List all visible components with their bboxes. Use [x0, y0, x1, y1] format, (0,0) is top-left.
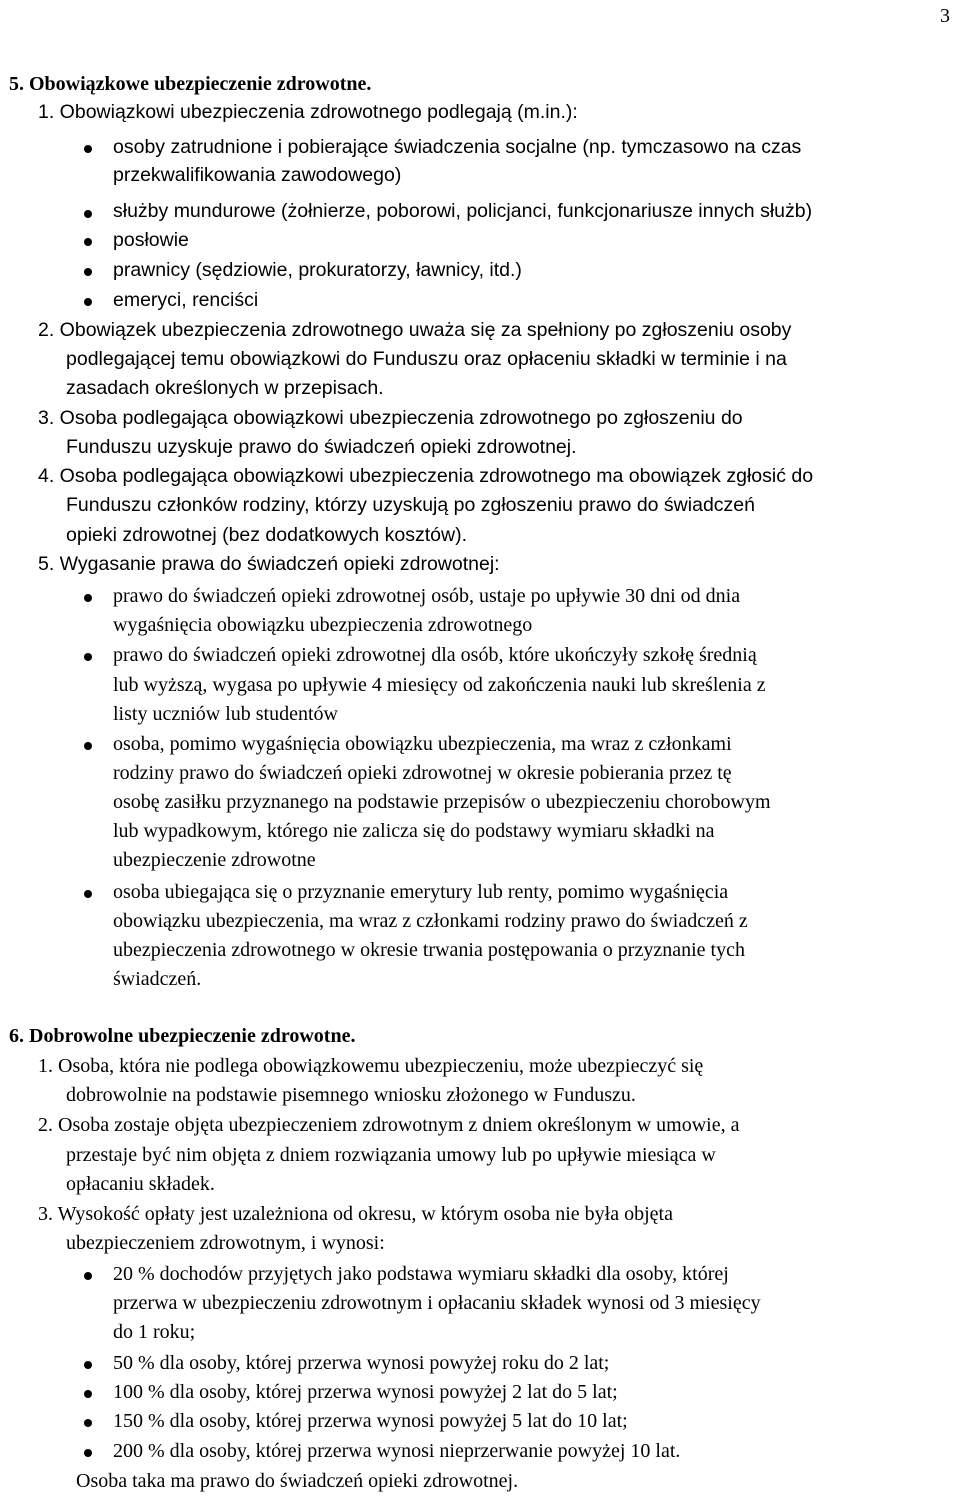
s6-closing: Osoba taka ma prawo do świadczeń opieki zdrowotnej.: [76, 1470, 519, 1492]
s5-bullet-3: posłowie: [113, 229, 189, 251]
s5-expiry-3-line-4: lub wypadkowym, którego nie zalicza się do podstawy wymiaru składki na: [113, 820, 715, 842]
s5-point-2-line-3: zasadach określonych w przepisach.: [66, 377, 384, 399]
s5-bullet-1-line-2: przekwalifikowania zawodowego): [113, 164, 402, 186]
s6-point-1-line-1: 1. Osoba, która nie podlega obowiązkowemu ubezpieczeniu, może ubezpieczyć się: [38, 1055, 704, 1077]
s5-expiry-3-line-2: rodziny prawo do świadczeń opieki zdrowotnej w okresie pobierania przez tę: [113, 762, 732, 784]
bullet-icon: [84, 210, 92, 218]
s5-expiry-2-line-3: listy uczniów lub studentów: [113, 703, 338, 725]
section-5-heading: 5. Obowiązkowe ubezpieczenie zdrowotne.: [9, 73, 372, 95]
bullet-icon: [84, 1419, 92, 1427]
s5-expiry-3-line-5: ubezpieczenie zdrowotne: [113, 849, 316, 871]
s5-point-4-line-2: Funduszu członków rodziny, którzy uzyskują po zgłoszeniu prawo do świadczeń: [66, 494, 755, 516]
s5-bullet-4: prawnicy (sędziowie, prokuratorzy, ławnicy, itd.): [113, 259, 522, 281]
s6-point-2-line-1: 2. Osoba zostaje objęta ubezpieczeniem zdrowotnym z dniem określonym w umowie, a: [38, 1114, 740, 1136]
bullet-icon: [84, 268, 92, 276]
s5-expiry-4-line-1: osoba ubiegająca się o przyznanie emerytury lub renty, pomimo wygaśnięcia: [113, 881, 729, 903]
s6-rate-1-line-2: przerwa w ubezpieczeniu zdrowotnym i opłacaniu składek wynosi od 3 miesięcy: [113, 1292, 761, 1314]
s6-point-1-line-2: dobrowolnie na podstawie pisemnego wniosku złożonego w Funduszu.: [66, 1084, 636, 1106]
bullet-icon: [84, 145, 92, 153]
s6-rate-2: 50 % dla osoby, której przerwa wynosi powyżej roku do 2 lat;: [113, 1352, 610, 1374]
s5-expiry-4-line-3: ubezpieczenia zdrowotnego w okresie trwania postępowania o przyznanie tych: [113, 939, 745, 961]
s5-point-1: 1. Obowiązkowi ubezpieczenia zdrowotnego podlegają (m.in.):: [38, 101, 578, 123]
s6-rate-1-line-3: do 1 roku;: [113, 1321, 196, 1343]
page-number: 3: [940, 5, 950, 27]
s5-point-4-line-1: 4. Osoba podlegająca obowiązkowi ubezpieczenia zdrowotnego ma obowiązek zgłosić do: [38, 465, 814, 487]
s6-point-3-line-2: ubezpieczeniem zdrowotnym, i wynosi:: [66, 1232, 385, 1254]
bullet-icon: [84, 1390, 92, 1398]
s5-expiry-1-line-1: prawo do świadczeń opieki zdrowotnej osób, ustaje po upływie 30 dni od dnia: [113, 585, 741, 607]
s6-rate-3: 100 % dla osoby, której przerwa wynosi powyżej 2 lat do 5 lat;: [113, 1381, 618, 1403]
bullet-icon: [84, 742, 92, 750]
s5-expiry-3-line-3: osobę zasiłku przyznanego na podstawie przepisów o ubezpieczeniu chorobowym: [113, 791, 771, 813]
s5-point-3-line-2: Funduszu uzyskuje prawo do świadczeń opieki zdrowotnej.: [66, 436, 577, 458]
s5-bullet-2: służby mundurowe (żołnierze, poborowi, policjanci, funkcjonariusze innych służb): [113, 200, 813, 222]
bullet-icon: [84, 594, 92, 602]
s5-expiry-2-line-2: lub wyższą, wygasa po upływie 4 miesięcy od zakończenia nauki lub skreślenia z: [113, 674, 766, 696]
s5-point-2-line-1: 2. Obowiązek ubezpieczenia zdrowotnego uważa się za spełniony po zgłoszeniu osoby: [38, 319, 792, 341]
s6-point-2-line-2: przestaje być nim objęta z dniem rozwiązania umowy lub po upływie miesiąca w: [66, 1144, 716, 1166]
s5-expiry-3-line-1: osoba, pomimo wygaśnięcia obowiązku ubezpieczenia, ma wraz z członkami: [113, 733, 732, 755]
s5-bullet-5: emeryci, renciści: [113, 289, 259, 311]
s5-expiry-2-line-1: prawo do świadczeń opieki zdrowotnej dla osób, które ukończyły szkołę średnią: [113, 644, 757, 666]
bullet-icon: [84, 1449, 92, 1457]
s5-point-4-line-3: opieki zdrowotnej (bez dodatkowych kosztów).: [66, 524, 468, 546]
s5-expiry-1-line-2: wygaśnięcia obowiązku ubezpieczenia zdrowotnego: [113, 614, 533, 636]
bullet-icon: [84, 653, 92, 661]
s5-point-2-line-2: podlegającej temu obowiązkowi do Funduszu oraz opłaceniu składki w terminie i na: [66, 348, 787, 370]
bullet-icon: [84, 890, 92, 898]
bullet-icon: [84, 1361, 92, 1369]
s5-expiry-4-line-4: świadczeń.: [113, 968, 202, 990]
bullet-icon: [84, 238, 92, 246]
s6-point-3-line-1: 3. Wysokość opłaty jest uzależniona od okresu, w którym osoba nie była objęta: [38, 1203, 673, 1225]
section-6-heading: 6. Dobrowolne ubezpieczenie zdrowotne.: [9, 1025, 356, 1047]
s6-rate-5: 200 % dla osoby, której przerwa wynosi nieprzerwanie powyżej 10 lat.: [113, 1440, 681, 1462]
s6-rate-1-line-1: 20 % dochodów przyjętych jako podstawa wymiaru składki dla osoby, której: [113, 1263, 729, 1285]
bullet-icon: [84, 298, 92, 306]
s5-point-3-line-1: 3. Osoba podlegająca obowiązkowi ubezpieczenia zdrowotnego po zgłoszeniu do: [38, 407, 743, 429]
s5-point-5: 5. Wygasanie prawa do świadczeń opieki zdrowotnej:: [38, 553, 500, 575]
s5-bullet-1-line-1: osoby zatrudnione i pobierające świadczenia socjalne (np. tymczasowo na czas: [113, 136, 802, 158]
s6-rate-4: 150 % dla osoby, której przerwa wynosi powyżej 5 lat do 10 lat;: [113, 1410, 628, 1432]
s5-expiry-4-line-2: obowiązku ubezpieczenia, ma wraz z członkami rodziny prawo do świadczeń z: [113, 910, 748, 932]
s6-point-2-line-3: opłacaniu składek.: [66, 1173, 215, 1195]
bullet-icon: [84, 1272, 92, 1280]
